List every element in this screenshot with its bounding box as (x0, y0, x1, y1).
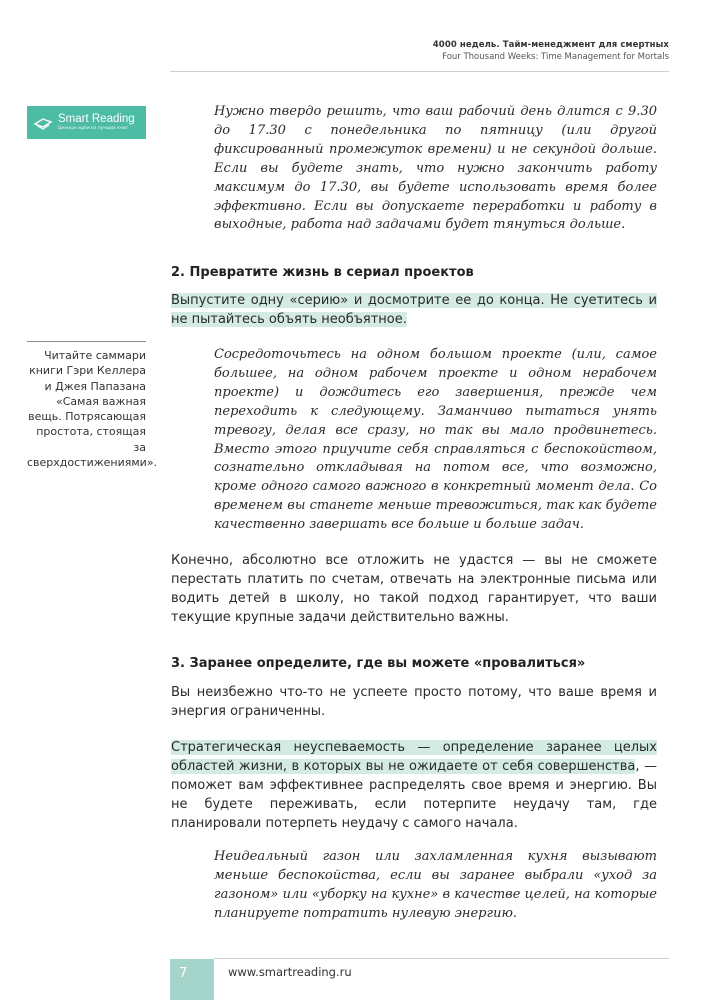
footer-divider (214, 958, 669, 959)
running-header (433, 40, 669, 62)
section-3-paragraph: Вы неизбежно что-то не успеете просто потому, что ваше время и энергия ограниченны. (171, 685, 657, 719)
side-note-divider (27, 341, 146, 342)
highlighted-text: Стратегическая неуспеваемость — определение заранее целых областей жизни, в которых вы не ожидаете от себя совершенства (171, 740, 657, 774)
header-divider (170, 71, 669, 72)
section-3-strategy-paragraph (171, 738, 657, 833)
side-note: Читайте саммари книги Гэри Келлера и Джея Папазана «Самая важная вещь. Потрясающая простота, стоящая за сверхдостижениями». (27, 349, 158, 470)
logo-tagline: Ценные идеи из лучших книг (58, 126, 129, 131)
paragraph-rest: , — поможет вам эффективнее распределять свое время и энергию. Вы не будете переживать, если потерпите неудачу там, где планировали потерпеть неудачу с самого начала. (171, 759, 657, 831)
header-title-en: Four Thousand Weeks: Time Management for Mortals (442, 52, 669, 62)
quote-lawn-kitchen: Неидеальный газон или захламленная кухня вызывают меньше беспокойства, если вы заранее выбрали «уход за газоном» или «уборку на кухне» в качестве целей, на которые планируете потратить нулевую энергию. (214, 849, 657, 921)
book-icon (33, 113, 53, 133)
page-number-badge (170, 959, 214, 1000)
logo-name: Smart Reading (58, 113, 135, 125)
section-2-highlight (171, 291, 657, 329)
header-title-ru: 4000 недель. Тайм-менеджмент для смертных (432, 40, 669, 50)
quote-work-hours: Нужно твердо решить, что ваш рабочий день длится с 9.30 до 17.30 с понедельника по пятницу (или другой фиксированный промежуток времени) и не секундой дольше. Если вы будете знать, что нужно закончить работу максимум до 17.30, вы будете использовать время более эффективно. Если вы допускаете переработки и работу в выходные, работа над задачами будет тянуться дольше. (214, 104, 657, 233)
section-3-heading: 3. Заранее определите, где вы можете «провалиться» (171, 656, 586, 671)
paragraph-postpone: Конечно, абсолютно все отложить не удастся — вы не сможете перестать платить по счетам, отвечать на электронные письма или водить детей в школу, но такой подход гарантирует, что ваши текущие крупные задачи действительно важны. (171, 553, 657, 625)
page-number: 7 (179, 966, 188, 981)
quote-one-project: Сосредоточьтесь на одном большом проекте (или, самое большее, на одном рабочем проекте и одном нерабочем проекте) и дождитесь его завершения, прежде чем переходить к следующему. Заманчиво пытаться унять тревогу, делая все сразу, но так вы мало продвинетесь. Вместо этого приучите себя справляться с беспокойством, сознательно откладывая на потом все, что возможно, кроме одного самого важного в конкретный момент дела. Со временем вы станете меньше тревожиться, так как будете качественно завершать все больше и больше задач. (214, 347, 657, 533)
section-2-heading: 2. Превратите жизнь в сериал проектов (171, 265, 474, 280)
website-link[interactable]: www.smartreading.ru (228, 965, 352, 979)
smart-reading-logo (27, 106, 146, 139)
highlighted-text: Выпустите одну «серию» и досмотрите ее до конца. Не суетитесь и не пытайтесь объять необъятное. (171, 293, 657, 327)
